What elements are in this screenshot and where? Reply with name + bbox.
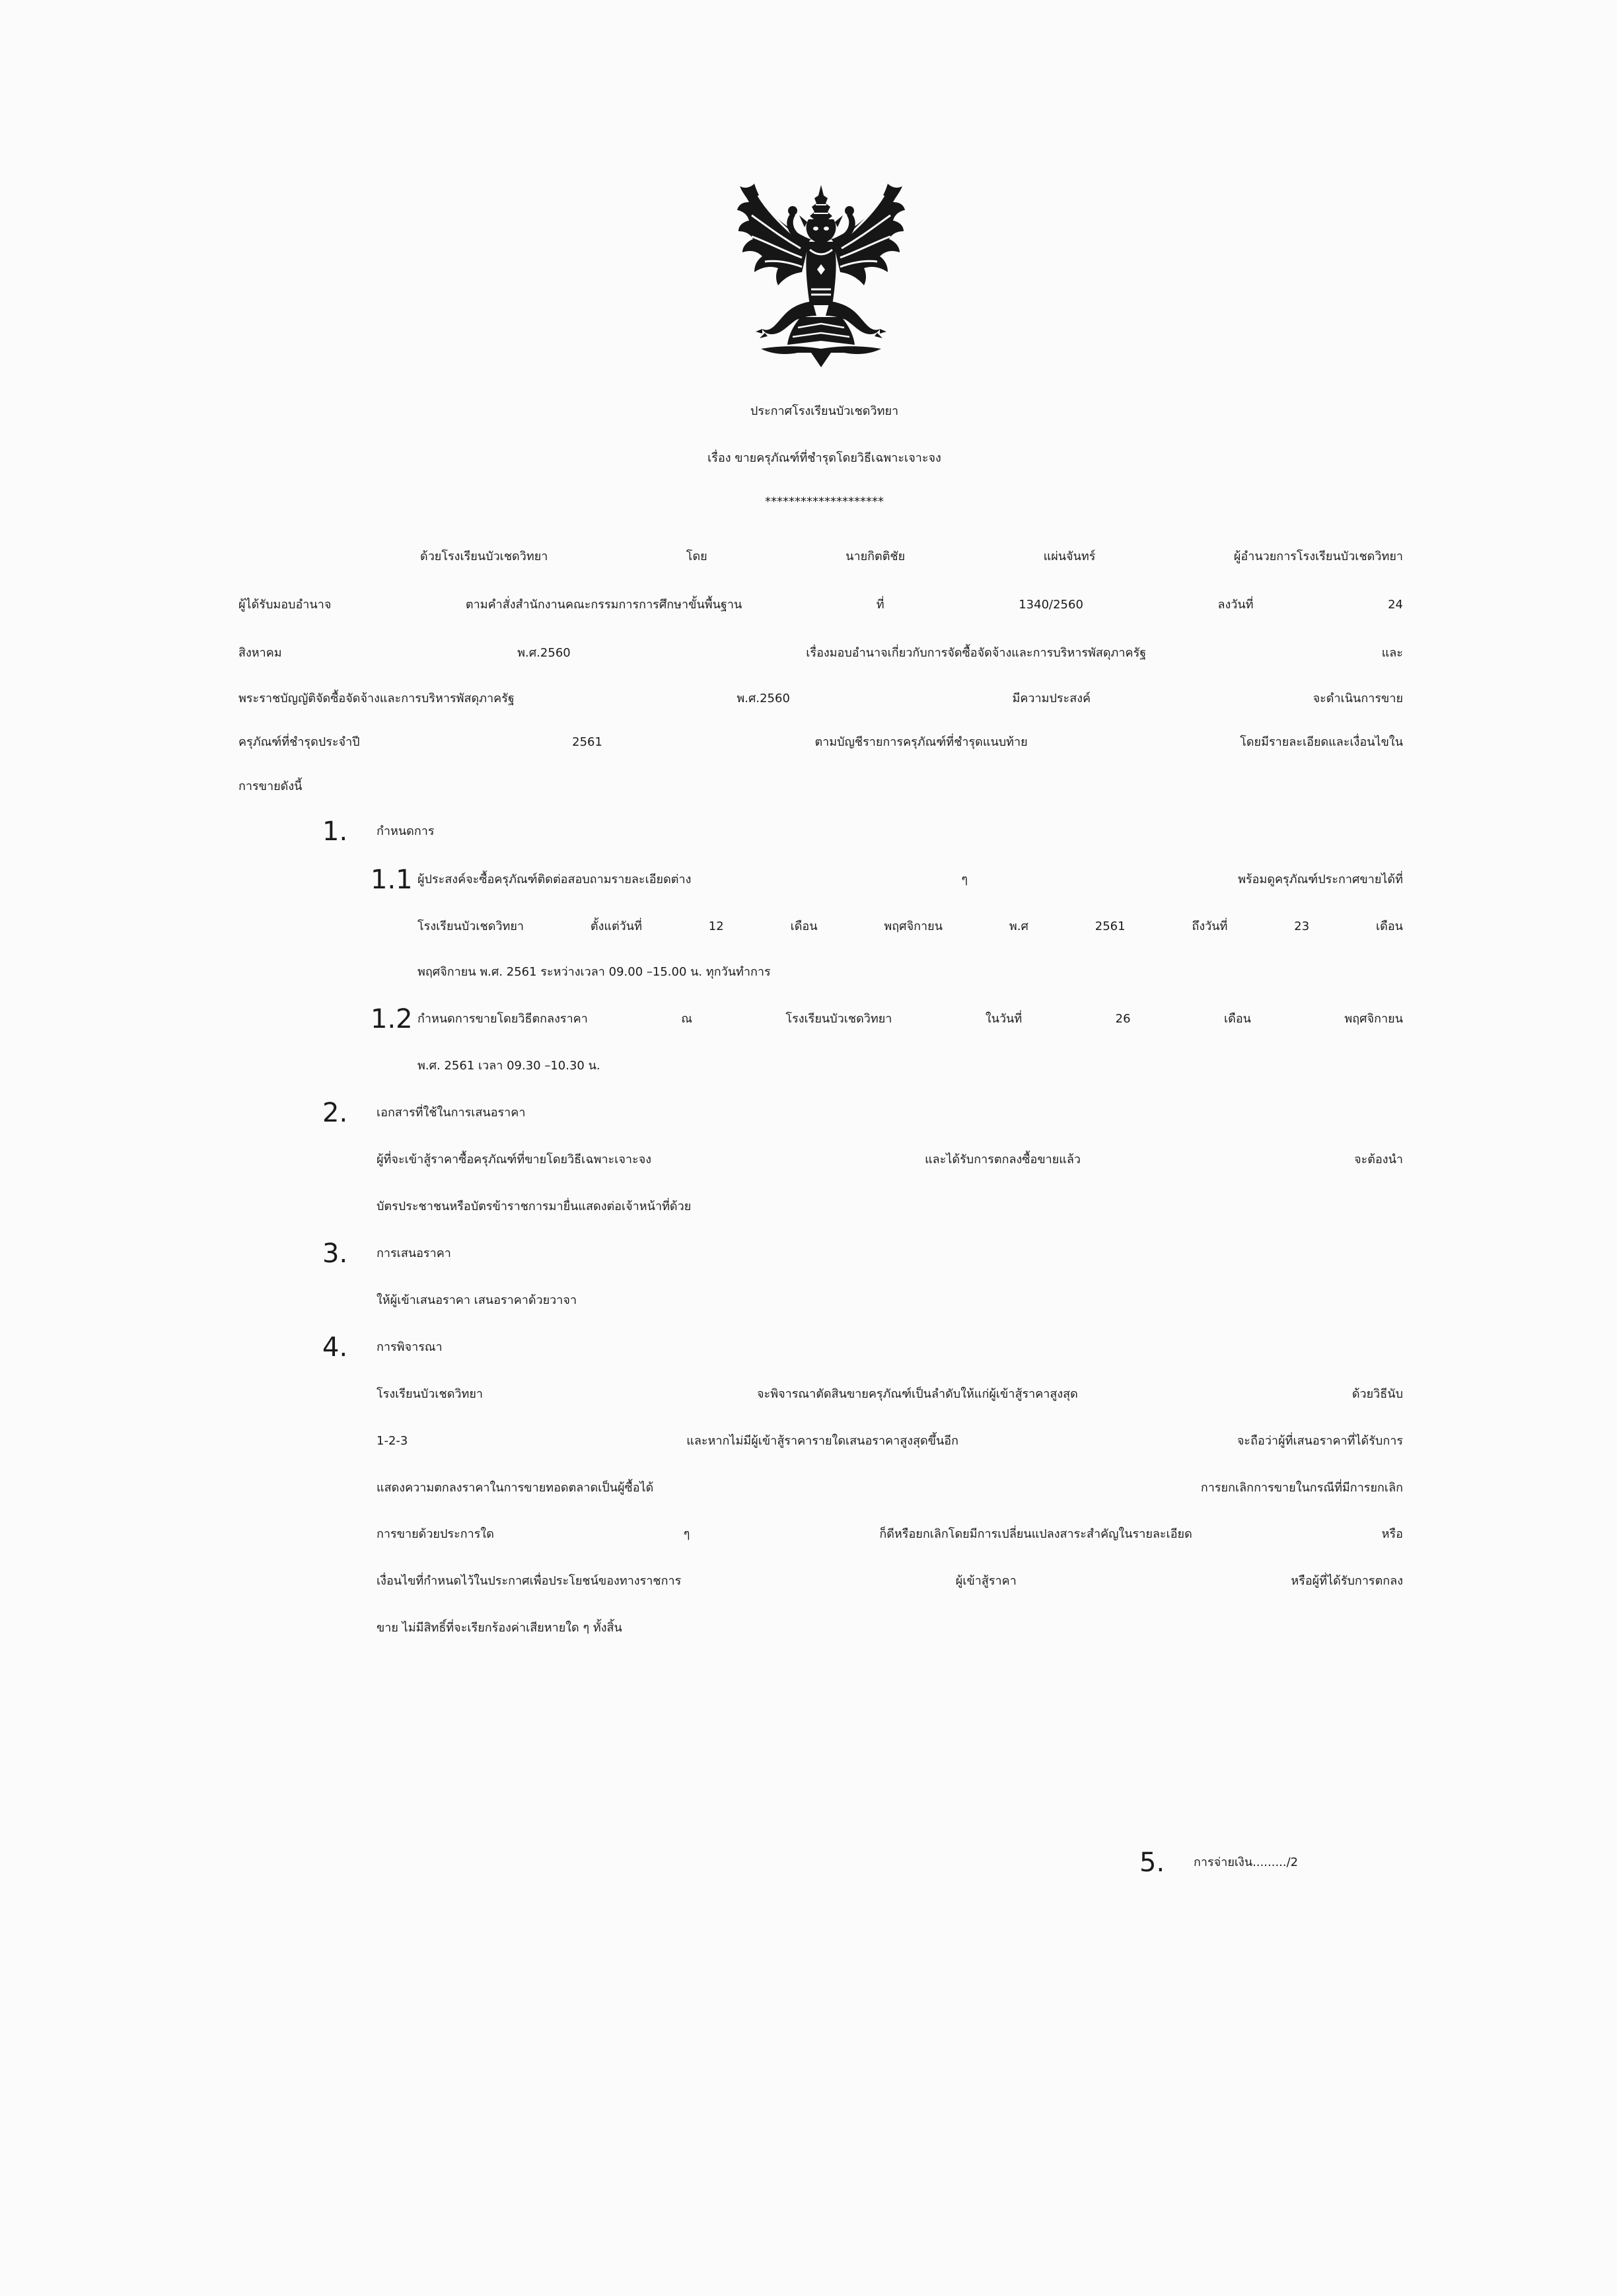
- intro-line: ผู้ได้รับมอบอำนาจ ตามคำสั่งสำนักงานคณะกรรมการการศึกษาขั้นพื้นฐาน ที่ 1340/2560 ลงวันที่ 24: [238, 598, 1403, 612]
- section-heading: การพิจารณา: [377, 1340, 443, 1354]
- announcement-subject: เรื่อง ขายครุภัณฑ์ที่ชำรุดโดยวิธีเฉพาะเจาะจง: [707, 451, 941, 465]
- section-number: 4.: [322, 1332, 348, 1363]
- section-line: 1-2-3 และหากไม่มีผู้เข้าสู้ราคารายใดเสนอราคาสูงสุดขึ้นอีก จะถือว่าผู้ที่เสนอราคาที่ได้รับการ: [377, 1434, 1403, 1448]
- subitem-line: พ.ศ. 2561 เวลา 09.30 –10.30 น.: [417, 1059, 600, 1073]
- intro-line: ครุภัณฑ์ที่ชำรุดประจำปี 2561 ตามบัญชีรายการครุภัณฑ์ที่ชำรุดแนบท้าย โดยมีรายละเอียดและเงื่อนไขใน: [238, 735, 1403, 749]
- section-heading: กำหนดการ: [377, 824, 435, 838]
- section-line: การขายด้วยประการใด ๆ ก็ดีหรือยกเลิกโดยมีการเปลี่ยนแปลงสาระสำคัญในรายละเอียด หรือ: [377, 1527, 1403, 1541]
- subitem-line: พฤศจิกายน พ.ศ. 2561 ระหว่างเวลา 09.00 –15.00 น. ทุกวันทำการ: [417, 965, 771, 979]
- intro-line: ด้วยโรงเรียนบัวเชดวิทยา โดย นายกิตติชัย แผ่นจันทร์ ผู้อำนวยการโรงเรียนบัวเชดวิทยา: [420, 550, 1403, 563]
- section-line: แสดงความตกลงราคาในการขายทอดตลาดเป็นผู้ซื้อได้ การยกเลิกการขายในกรณีที่มีการยกเลิก: [377, 1481, 1403, 1495]
- section-number: 2.: [322, 1098, 348, 1128]
- section-heading: เอกสารที่ใช้ในการเสนอราคา: [377, 1106, 526, 1120]
- section-line: ให้ผู้เข้าเสนอราคา เสนอราคาด้วยวาจา: [377, 1293, 577, 1307]
- garuda-crown: [810, 185, 832, 219]
- section-line: ผู้ที่จะเข้าสู้ราคาซื้อครุภัณฑ์ที่ขายโดยวิธีเฉพาะเจาะจง และได้รับการตกลงซื้อขายแล้ว จะต้องนำ: [377, 1153, 1403, 1166]
- section-line: เงื่อนไขที่กำหนดไว้ในประกาศเพื่อประโยชน์ของทางราชการ ผู้เข้าสู้ราคา หรือผู้ที่ได้รับการตกลง: [377, 1574, 1403, 1588]
- subitem-number: 1.2: [371, 1004, 413, 1034]
- section-line: โรงเรียนบัวเชดวิทยา จะพิจารณาตัดสินขายครุภัณฑ์เป็นลำดับให้แก่ผู้เข้าสู้ราคาสูงสุด ด้วยวิธีนับ: [377, 1387, 1403, 1401]
- continuation-heading: การจ่ายเงิน........./2: [1194, 1855, 1299, 1869]
- section-number: 3.: [322, 1238, 348, 1269]
- garuda-right-half: [826, 184, 905, 338]
- intro-line: การขายดังนี้: [238, 779, 303, 793]
- subitem-number: 1.1: [371, 865, 413, 895]
- section-line: ขาย ไม่มีสิทธิ์ที่จะเรียกร้องค่าเสียหายใด ๆ ทั้งสิ้น: [377, 1621, 622, 1635]
- section-number: 1.: [322, 816, 348, 847]
- garuda-tail: [787, 317, 855, 345]
- subitem-line: ผู้ประสงค์จะซื้อครุภัณฑ์ติดต่อสอบถามรายละเอียดต่าง ๆ พร้อมดูครุภัณฑ์ประกาศขายได้ที่: [417, 873, 1403, 886]
- section-heading: การเสนอราคา: [377, 1246, 451, 1260]
- continuation-number: 5.: [1139, 1848, 1165, 1878]
- subitem-line: กำหนดการขายโดยวิธีตกลงราคา ณ โรงเรียนบัวเชดวิทยา ในวันที่ 26 เดือน พฤศจิกายน: [417, 1012, 1403, 1026]
- subitem-line: โรงเรียนบัวเชดวิทยา ตั้งแต่วันที่ 12 เดือน พฤศจิกายน พ.ศ 2561 ถึงวันที่ 23 เดือน: [417, 919, 1403, 933]
- garuda-left-half: [737, 184, 816, 338]
- section-line: บัตรประชาชนหรือบัตรข้าราชการมายื่นแสดงต่อเจ้าหน้าที่ด้วย: [377, 1200, 692, 1213]
- announcement-title: ประกาศโรงเรียนบัวเชดวิทยา: [750, 404, 899, 418]
- header-separator: ********************: [765, 495, 884, 509]
- intro-line: สิงหาคม พ.ศ.2560 เรื่องมอบอำนาจเกี่ยวกับการจัดซื้อจัดจ้างและการบริหารพัสดุภาครัฐ และ: [238, 646, 1403, 660]
- garuda-emblem: [732, 176, 910, 369]
- intro-line: พระราชบัญญัติจัดซื้อจัดจ้างและการบริหารพัสดุภาครัฐ พ.ศ.2560 มีความประสงค์ จะดำเนินการขาย: [238, 692, 1403, 705]
